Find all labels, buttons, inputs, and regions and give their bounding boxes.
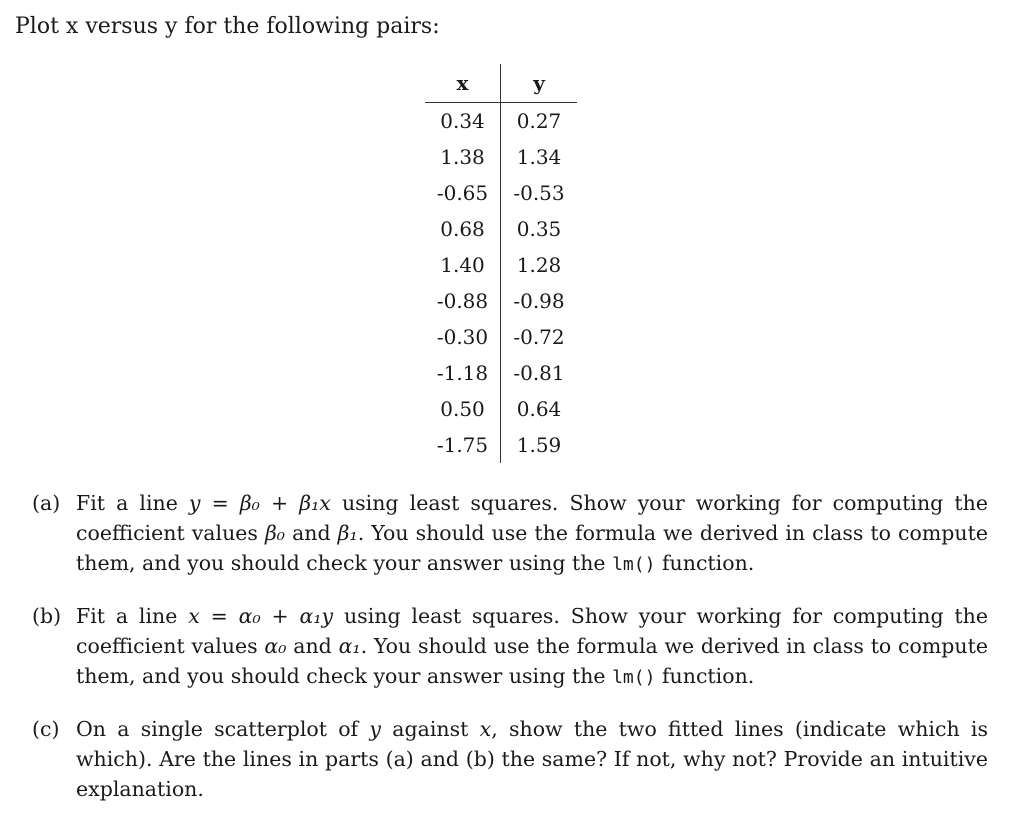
coefficient: α₀ — [264, 634, 287, 658]
table-row — [425, 211, 577, 247]
variable: y — [369, 717, 382, 741]
coefficient: α₁ — [338, 634, 361, 658]
question-text: function. — [661, 551, 755, 575]
table-row — [425, 247, 577, 283]
coefficient: β₀ — [264, 521, 286, 545]
table-row — [425, 355, 577, 391]
question-text: and — [292, 521, 331, 545]
table-row — [425, 175, 577, 211]
cell-x: -0.65 — [436, 181, 489, 205]
cell-x: -1.18 — [436, 361, 489, 385]
question-c — [32, 714, 988, 804]
cell-x: 0.34 — [440, 109, 485, 133]
cell-x: 1.40 — [440, 253, 485, 277]
question-label: (c) — [32, 717, 60, 741]
question-text: , show the two fitted lines (indicate which is which). Are the lines in parts (a) and (b) the same? If not, why not? Provide an intuitive explanation. — [76, 717, 988, 801]
cell-x: -0.30 — [436, 325, 489, 349]
question-text: Fit a line — [76, 491, 178, 515]
question-text: using least squares. Show your working for computing the coefficient values — [76, 604, 988, 658]
cell-y: 0.64 — [501, 391, 578, 427]
variable: x — [479, 717, 492, 741]
question-text: function. — [661, 664, 755, 688]
equation: x = α₀ + α₁y — [188, 604, 334, 628]
question-text: using least squares. Show your working for computing the coefficient values — [76, 491, 988, 545]
cell-y: 0.35 — [501, 211, 578, 247]
cell-x: -1.75 — [436, 433, 489, 457]
table-header-row — [425, 64, 577, 103]
data-table — [425, 64, 577, 463]
cell-y: 0.27 — [501, 103, 578, 140]
cell-y: 1.34 — [501, 139, 578, 175]
question-b — [32, 601, 988, 693]
table-row — [425, 427, 577, 463]
cell-x: 0.68 — [440, 217, 485, 241]
cell-x: 1.38 — [440, 145, 485, 169]
code-snippet: lm() — [612, 554, 656, 575]
cell-x: -0.88 — [436, 289, 489, 313]
table-row — [425, 103, 577, 140]
table-row — [425, 139, 577, 175]
column-header-y: y — [501, 64, 578, 103]
cell-x: 0.50 — [440, 397, 485, 421]
cell-y: -0.72 — [501, 319, 578, 355]
question-label: (b) — [32, 604, 62, 628]
cell-y: 1.28 — [501, 247, 578, 283]
code-snippet: lm() — [612, 667, 656, 688]
cell-y: -0.53 — [501, 175, 578, 211]
table-row — [425, 391, 577, 427]
question-text: and — [293, 634, 332, 658]
table-row — [425, 319, 577, 355]
question-text: against — [392, 717, 469, 741]
column-header-x: x — [425, 64, 501, 103]
coefficient: β₁ — [337, 521, 358, 545]
question-label: (a) — [32, 491, 61, 515]
intro-text: Plot x versus y for the following pairs: — [15, 14, 440, 39]
question-text: Fit a line — [76, 604, 178, 628]
cell-y: -0.98 — [501, 283, 578, 319]
question-text: On a single scatterplot of — [76, 717, 359, 741]
question-list — [32, 488, 988, 825]
question-text: . You should use the formula we derived in class to compute them, and you should check your answer using the — [76, 521, 988, 575]
equation: y = β₀ + β₁x — [188, 491, 331, 515]
table-row — [425, 283, 577, 319]
cell-y: 1.59 — [501, 427, 578, 463]
question-text: . You should use the formula we derived in class to compute them, and you should check your answer using the — [76, 634, 988, 688]
question-a — [32, 488, 988, 580]
cell-y: -0.81 — [501, 355, 578, 391]
